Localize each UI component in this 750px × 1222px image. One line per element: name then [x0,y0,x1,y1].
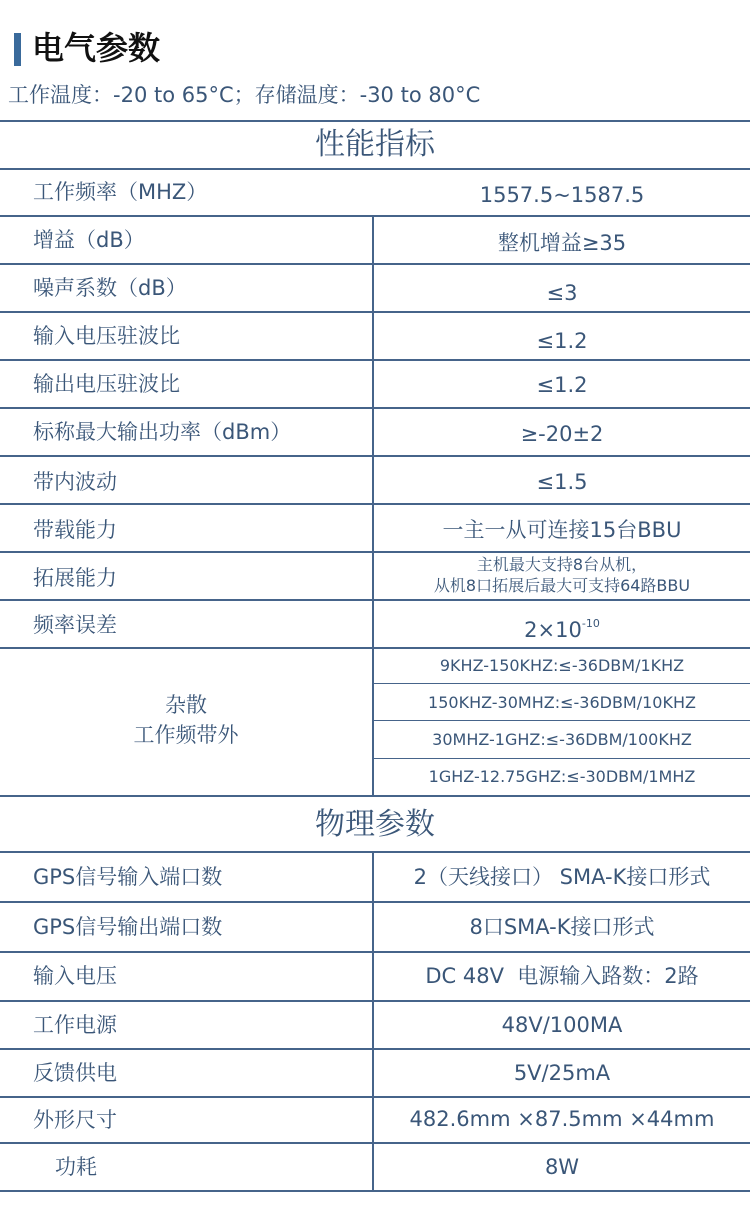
section-title-performance: 性能指标 [315,127,435,162]
row-label-frequency-error: 频率误差 [33,613,117,637]
row-label-noise-figure: 噪声系数（dB） [33,276,187,300]
row-value-expansion [374,554,750,596]
row-label-gain: 增益（dB） [33,228,145,252]
row-label-feed-power: 反馈供电 [33,1061,117,1085]
section-title-physical: 物理参数 [315,807,435,842]
row-label-working-power: 工作电源 [33,1013,117,1037]
row-label-power-consumption: 功耗 [55,1155,97,1179]
row-value-in-band-ripple: ≤1.5 [536,470,588,494]
spurious-value-1: 9KHZ-150KHZ:≤-36DBM/1KHZ [439,656,685,675]
row-label-spurious [0,690,372,750]
row-value-noise-figure: ≤3 [546,281,578,305]
spurious-value-3: 30MHZ-1GHZ:≤-36DBM/100KHZ [432,730,692,749]
frequency-error-base: 2×10 [524,618,582,642]
row-value-dimensions: 482.6mm ×87.5mm ×44mm [409,1107,715,1131]
row-label-input-vswr: 输入电压驻波比 [33,324,180,348]
row-value-input-vswr: ≤1.2 [536,329,588,353]
row-value-frequency: 1557.5~1587.5 [479,183,645,207]
row-label-gps-input-ports: GPS信号输入端口数 [33,865,223,889]
row-divider [0,795,750,797]
row-label-max-output-power: 标称最大输出功率（dBm） [33,420,292,444]
row-value-working-power: 48V/100MA [501,1013,623,1037]
row-label-frequency: 工作频率（MHZ） [33,180,208,204]
row-label-dimensions: 外形尺寸 [33,1108,117,1132]
row-label-output-vswr: 输出电压驻波比 [33,372,180,396]
row-value-output-vswr: ≤1.2 [536,373,588,397]
row-label-expansion: 拓展能力 [33,566,117,590]
temperature-range-text: 工作温度：-20 to 65°C；存储温度：-30 to 80°C [8,83,481,107]
row-value-feed-power: 5V/25mA [513,1061,611,1085]
spurious-value-4: 1GHZ-12.75GHZ:≤-30DBM/1MHZ [428,767,696,786]
page-title: 电气参数 [32,29,161,67]
row-value-expansion-line1: 主机最大支持8台从机， [476,555,648,574]
row-value-max-output-power: ≥-20±2 [520,422,604,446]
row-label-gps-output-ports: GPS信号输出端口数 [33,915,223,939]
spurious-value-2: 150KHZ-30MHZ:≤-36DBM/10KHZ [428,693,696,712]
row-value-input-voltage: DC 48V 电源输入路数：2路 [425,964,699,988]
spurious-label-line2: 工作频带外 [133,723,239,747]
row-label-in-band-ripple: 带内波动 [33,470,117,494]
row-value-frequency-error [374,607,750,653]
row-value-gain: 整机增益≥35 [497,231,627,255]
row-value-power-consumption: 8W [544,1155,580,1179]
spurious-divider [374,683,750,684]
title-accent-bar [14,33,21,66]
row-value-load-capacity: 一主一从可连接15台BBU [442,518,682,542]
row-label-load-capacity: 带载能力 [33,518,117,542]
row-label-input-voltage: 输入电压 [33,964,117,988]
table-border-bottom [0,1190,750,1192]
row-value-expansion-line2: 从机8口拓展后最大可支持64路BBU [433,576,691,595]
spurious-label-line1: 杂散 [165,693,207,717]
row-value-gps-output-ports: 8口SMA-K接口形式 [469,915,655,939]
row-value-gps-input-ports: 2（天线接口） SMA-K接口形式 [413,865,711,889]
frequency-error-exponent: -10 [581,617,600,630]
